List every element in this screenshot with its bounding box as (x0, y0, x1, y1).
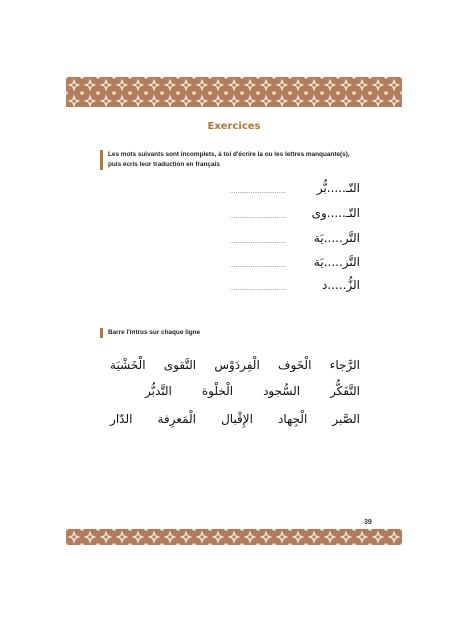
word-option[interactable]: التَّدبُّر (145, 384, 172, 398)
exercise1-item (230, 231, 360, 249)
odd-one-out-row (110, 412, 360, 426)
incomplete-word: التّـ.....وى (311, 206, 360, 220)
answer-blank[interactable]: .............................. (230, 189, 287, 195)
word-option[interactable]: الْخَوف (278, 358, 312, 372)
exercise1-instruction-line1: Les mots suivants sont incomplets, à toi d'écrire la ou les lettres manquante(s), (108, 151, 350, 158)
exercise2-instruction (100, 328, 200, 338)
odd-one-out-row (110, 358, 360, 372)
exercise1-item (230, 278, 360, 296)
word-option[interactable]: الإِقْبال (221, 412, 253, 426)
word-option[interactable]: الرَّجاء (329, 358, 360, 372)
page-title: Exercices (207, 121, 261, 132)
incomplete-word: التّـ.....بُّر (316, 181, 360, 195)
answer-blank[interactable]: .............................. (230, 286, 287, 292)
answer-blank[interactable]: .............................. (230, 263, 287, 269)
exercise1-item (230, 206, 360, 224)
decorative-band-bottom (66, 529, 402, 545)
exercise2-instruction-text: Barre l'intrus sur chaque ligne (108, 329, 201, 336)
word-option[interactable]: السُّجود (263, 384, 301, 398)
incomplete-word: التَّر.....يَة (313, 231, 360, 245)
word-option[interactable]: الْجِهاد (278, 412, 308, 426)
incomplete-word: التَّز.....يَة (313, 255, 360, 269)
word-option[interactable]: الْفِردَوْس (214, 358, 260, 372)
answer-blank[interactable]: .............................. (230, 239, 287, 245)
odd-one-out-row (145, 384, 360, 398)
word-option[interactable]: الْمَعرِفة (157, 412, 197, 426)
word-option[interactable]: التَّفَكُّر (330, 384, 360, 398)
word-option[interactable]: التَّقوى (163, 358, 197, 372)
exercise1-item (230, 181, 360, 199)
answer-blank[interactable]: .............................. (230, 214, 287, 220)
exercise1-instruction (100, 150, 378, 170)
decorative-band-top (66, 77, 402, 107)
page-number: 39 (364, 519, 372, 526)
word-option[interactable]: الصَّبر (332, 412, 360, 426)
exercise1-instruction-line2: puis écris leur traduction en français (108, 161, 220, 168)
word-option[interactable]: الْخَشْيَة (110, 358, 146, 372)
exercise1-item (230, 255, 360, 273)
word-option[interactable]: الْخلْوة (201, 384, 234, 398)
incomplete-word: الزُّ.....د (321, 278, 360, 292)
word-option[interactable]: الدّار (110, 412, 133, 426)
